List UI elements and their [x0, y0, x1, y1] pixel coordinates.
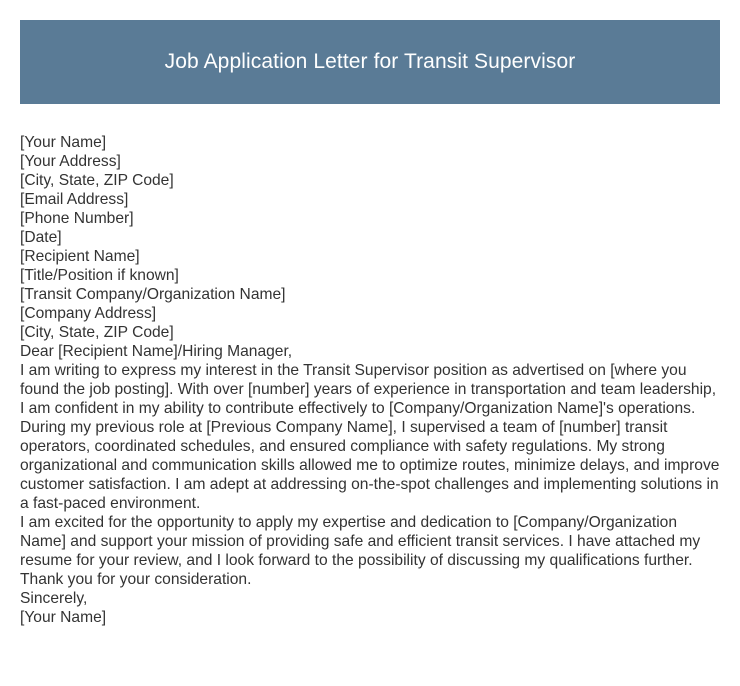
recipient-name: [Recipient Name]	[20, 248, 140, 265]
closing: Sincerely,	[20, 590, 88, 607]
body-paragraph-intro: I am writing to express my interest in the Transit Supervisor position as advertised on [where you found the job posting]. With over [number] years of experience in transportation and team leadership, I am confident in my ability to contribute effectively to [Company/Organization Name]'s operations.	[20, 362, 717, 417]
recipient-address: [Company Address]	[20, 305, 157, 322]
page-title: Job Application Letter for Transit Supervisor	[164, 50, 576, 73]
sender-phone: [Phone Number]	[20, 210, 134, 227]
sender-address: [Your Address]	[20, 153, 121, 170]
body-paragraph-thanks: Thank you for your consideration.	[20, 571, 252, 588]
sender-email: [Email Address]	[20, 191, 129, 208]
body-paragraph-experience: During my previous role at [Previous Company Name], I supervised a team of [number] transit operators, coordinated schedules, and ensured compliance with safety regulations. My strong organizational and communication skills allowed me to optimize routes, minimize delays, and improve customer satisfaction. I am adept at addressing on-the-spot challenges and implementing solutions in a fast-paced environment.	[20, 419, 720, 512]
recipient-city-state-zip: [City, State, ZIP Code]	[20, 324, 174, 341]
recipient-title: [Title/Position if known]	[20, 267, 179, 284]
sender-city-state-zip: [City, State, ZIP Code]	[20, 172, 174, 189]
sender-name: [Your Name]	[20, 134, 107, 151]
body-paragraph-motivation: I am excited for the opportunity to apply my expertise and dedication to [Company/Organization Name] and support your mission of providing safe and efficient transit services. I have attached my resume for your review, and I look forward to the possibility of discussing my qualifications further.	[20, 514, 701, 569]
signature-name: [Your Name]	[20, 609, 107, 626]
recipient-company: [Transit Company/Organization Name]	[20, 286, 286, 303]
salutation: Dear [Recipient Name]/Hiring Manager,	[20, 343, 293, 360]
letter-body	[20, 133, 720, 627]
title-banner	[20, 20, 720, 104]
letter-date: [Date]	[20, 229, 62, 246]
